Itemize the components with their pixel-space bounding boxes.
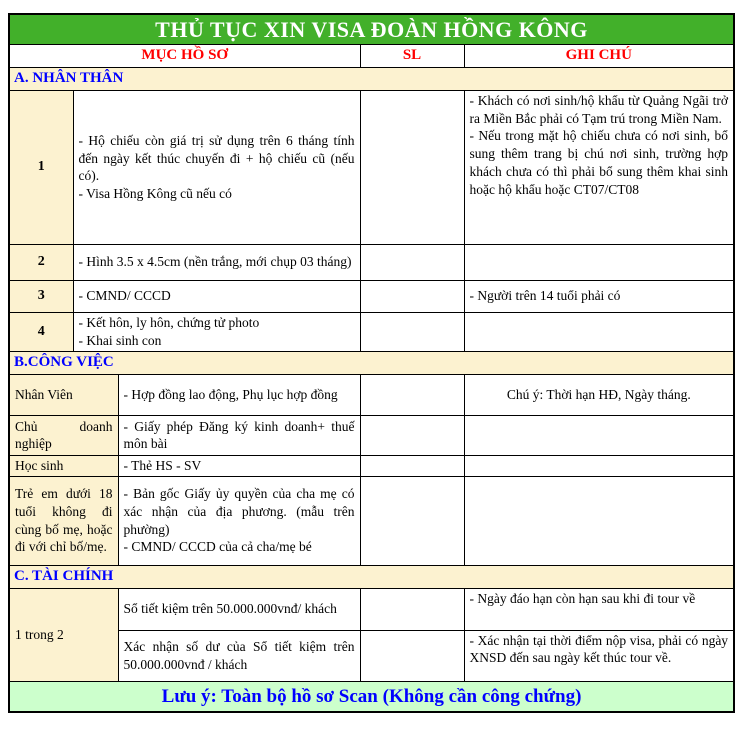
visa-procedure-document (8, 13, 733, 713)
category-label: Học sinh (9, 455, 118, 476)
note-cell (464, 312, 734, 351)
note-cell: - Ngày đáo hạn còn hạn sau khi đi tour về (464, 588, 734, 630)
sl-cell (360, 455, 464, 476)
column-header-documents: MỤC HỒ SƠ (9, 45, 360, 68)
sl-cell (360, 476, 464, 565)
note-cell (464, 415, 734, 455)
category-label: 1 trong 2 (9, 588, 118, 681)
section-heading-finance: C. TÀI CHÍNH (9, 565, 734, 588)
document-item: - Bản gốc Giấy ủy quyền của cha mẹ có xác nhận của địa phương. (mẫu trên phường) (123, 486, 355, 537)
table-row (9, 90, 734, 244)
row-number: 2 (9, 244, 73, 280)
row-number: 4 (9, 312, 73, 351)
document-item: - Khai sinh con (78, 332, 162, 348)
table-row (9, 455, 734, 476)
note-cell: - Xác nhận tại thời điểm nộp visa, phải có ngày XNSD đến sau ngày kết thúc tour về. (464, 630, 734, 681)
document-item: - Visa Hồng Kông cũ nếu có (78, 186, 232, 202)
document-cell: - Giấy phép Đăng ký kinh doanh+ thuế môn bài (118, 415, 360, 455)
category-label: Nhân Viên (9, 374, 118, 415)
document-cell (118, 476, 360, 565)
table-row (9, 45, 734, 68)
sl-cell (360, 630, 464, 681)
table-row (9, 14, 734, 45)
sl-cell (360, 588, 464, 630)
sl-cell (360, 280, 464, 312)
visa-procedure-table (8, 13, 735, 713)
table-row (9, 67, 734, 90)
note-cell: - Người trên 14 tuổi phải có (464, 280, 734, 312)
note-item: - Khách có nơi sinh/hộ khẩu từ Quảng Ngãi trở ra Miền Bắc phải có Tạm trú trong Miền Nam. (469, 92, 729, 126)
table-row (9, 374, 734, 415)
note-cell (464, 455, 734, 476)
table-row (9, 630, 734, 681)
column-header-notes: GHI CHÚ (464, 45, 734, 68)
document-cell (73, 312, 360, 351)
document-cell (73, 90, 360, 244)
sl-cell (360, 244, 464, 280)
document-title: THỦ TỤC XIN VISA ĐOÀN HỒNG KÔNG (9, 14, 734, 45)
document-cell: - Hợp đồng lao động, Phụ lục hợp đồng (118, 374, 360, 415)
footer-note: Lưu ý: Toàn bộ hồ sơ Scan (Không cần công chứng) (9, 681, 734, 712)
note-cell (464, 244, 734, 280)
document-item: - CMND/ CCCD của cả cha/mẹ bé (123, 539, 312, 555)
category-label: Trẻ em dưới 18 tuổi không đi cùng bố mẹ, hoặc đi với chỉ bố/mẹ. (9, 476, 118, 565)
row-number: 3 (9, 280, 73, 312)
sl-cell (360, 374, 464, 415)
table-row (9, 415, 734, 455)
sl-cell (360, 415, 464, 455)
note-cell (464, 90, 734, 244)
note-cell: Chú ý: Thời hạn HĐ, Ngày tháng. (464, 374, 734, 415)
note-item: - Nếu trong mặt hộ chiếu chưa có nơi sinh, bổ sung thêm trang bị chú nơi sinh, trường hợp khách chưa có thì phải bổ sung thêm khai sinh hoặc hộ khẩu hoặc CT07/CT08 (469, 128, 729, 197)
table-row (9, 476, 734, 565)
document-item: - Kết hôn, ly hôn, chứng tử photo (78, 315, 260, 331)
document-item: - Hộ chiếu còn giá trị sử dụng trên 6 tháng tính đến ngày kết thúc chuyến đi + hộ chiếu cũ (nếu có). (78, 132, 355, 184)
document-cell: - CMND/ CCCD (73, 280, 360, 312)
section-heading-occupation: B.CÔNG VIỆC (9, 351, 734, 374)
table-row (9, 312, 734, 351)
table-row (9, 351, 734, 374)
document-cell: - Thẻ HS - SV (118, 455, 360, 476)
sl-cell (360, 312, 464, 351)
table-row (9, 681, 734, 712)
sl-cell (360, 90, 464, 244)
section-heading-personal: A. NHÂN THÂN (9, 67, 734, 90)
table-row (9, 565, 734, 588)
row-number: 1 (9, 90, 73, 244)
document-cell: - Hình 3.5 x 4.5cm (nền trắng, mới chụp 03 tháng) (73, 244, 360, 280)
note-cell (464, 476, 734, 565)
table-row (9, 588, 734, 630)
category-label: Chủ doanh nghiệp (9, 415, 118, 455)
table-row (9, 280, 734, 312)
document-cell: Xác nhận số dư của Sổ tiết kiệm trên 50.000.000vnđ / khách (118, 630, 360, 681)
column-header-quantity: SL (360, 45, 464, 68)
document-cell: Sổ tiết kiệm trên 50.000.000vnđ/ khách (118, 588, 360, 630)
table-row (9, 244, 734, 280)
